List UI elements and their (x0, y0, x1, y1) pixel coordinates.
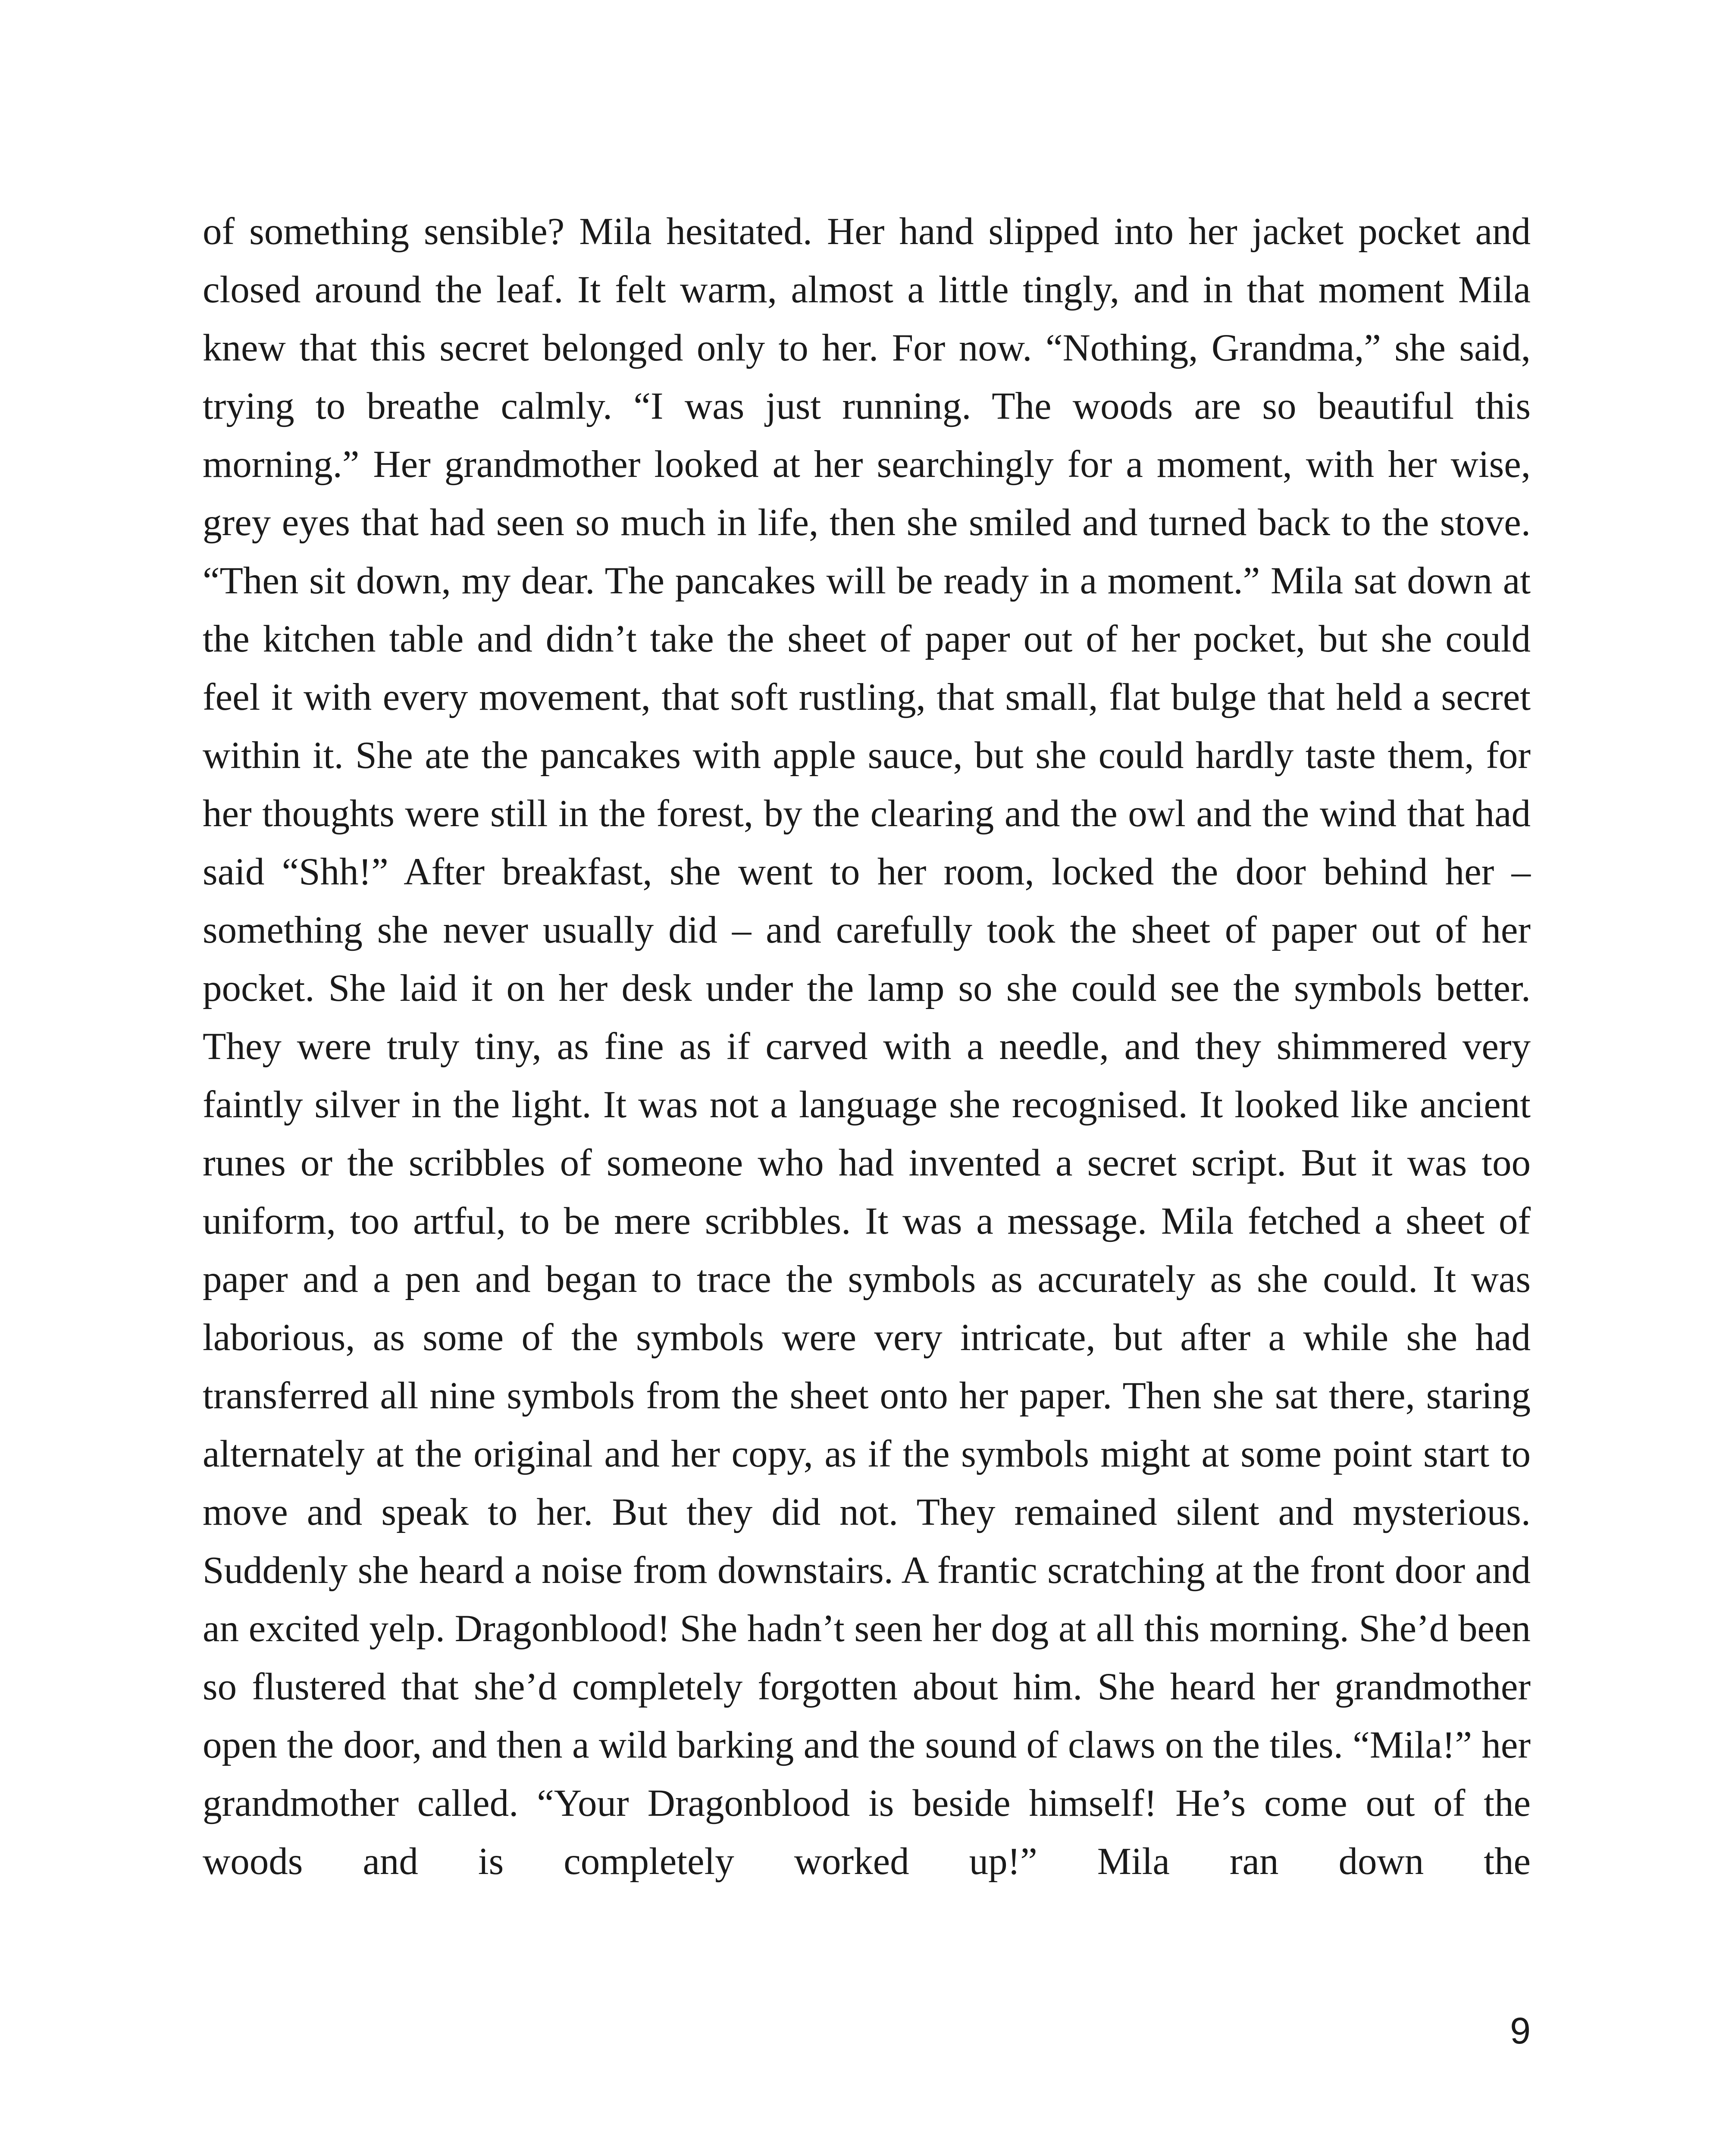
page-number: 9 (1510, 2010, 1531, 2052)
body-paragraph: of something sensible? Mila hesitated. Her hand slipped into her jacket pocket and closed around the leaf. It felt warm, almost a little tingly, and in that moment Mila knew that this secret belonged only to her. For now. “Nothing, Grandma,” she said, trying to breathe calmly. “I was just running. The woods are so beautiful this morning.” Her grandmother looked at her searchingly for a moment, with her wise, grey eyes that had seen so much in life, then she smiled and turned back to the stove. “Then sit down, my dear. The pancakes will be ready in a moment.” Mila sat down at the kitchen table and didn’t take the sheet of paper out of her pocket, but she could feel it with every movement, that soft rustling, that small, flat bulge that held a secret within it. She ate the pancakes with apple sauce, but she could hardly taste them, for her thoughts were still in the forest, by the clearing and the owl and the wind that had said “Shh!” After breakfast, she went to her room, locked the door behind her – something she never usually did – and carefully took the sheet of paper out of her pocket. She laid it on her desk under the lamp so she could see the symbols better. They were truly tiny, as fine as if carved with a needle, and they shimmered very faintly silver in the light. It was not a language she recognised. It looked like ancient runes or the scribbles of someone who had invented a secret script. But it was too uniform, too artful, to be mere scribbles. It was a message. Mila fetched a sheet of paper and a pen and began to trace the symbols as accurately as she could. It was laborious, as some of the symbols were very intricate, but after a while she had transferred all nine symbols from the sheet onto her paper. Then she sat there, staring alternately at the original and her copy, as if the symbols might at some point start to move and speak to her. But they did not. They remained silent and mysterious. Suddenly she heard a noise from downstairs. A frantic scratching at the front door and an excited yelp. Dragonblood! She hadn’t seen her dog at all this morning. She’d been so flustered that she’d completely forgotten about him. She heard her grandmother open the door, and then a wild barking and the sound of claws on the tiles. “Mila!” her grandmother called. “Your Dragonblood is beside himself! He’s come out of the woods and is completely worked up!” Mila ran down the (203, 210, 1531, 1883)
